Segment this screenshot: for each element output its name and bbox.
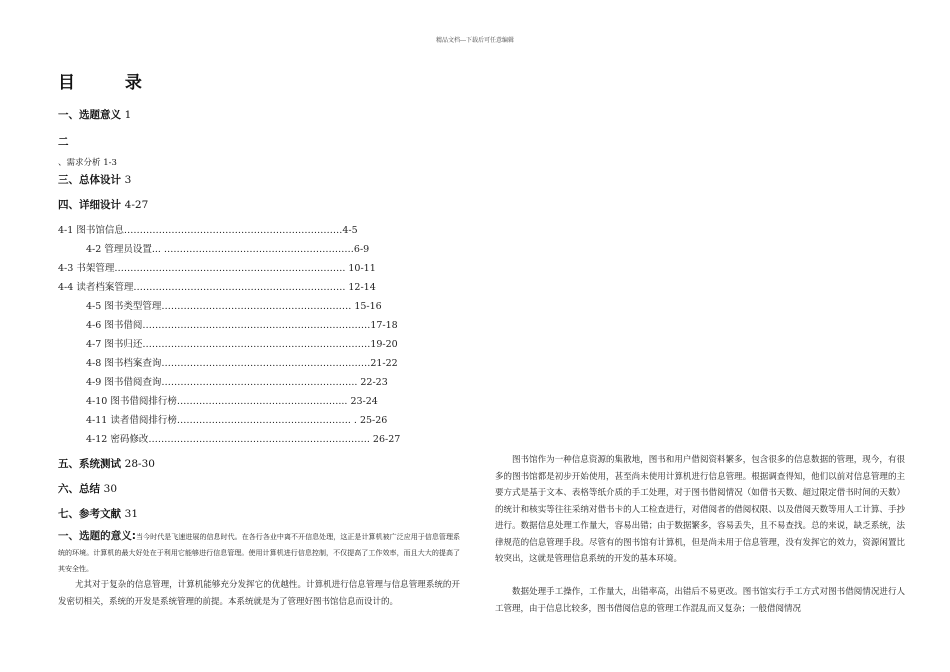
section-label: 六、总结	[58, 483, 100, 495]
intro-heading: 一、选题的意义:	[58, 530, 137, 542]
toc-entry: 4-12 密码修改……………………………………………………………. 26-27	[86, 434, 401, 445]
toc-entry: 4-4 读者档案管理…………………………………………………………. 12-14	[58, 282, 376, 293]
section-page: 31	[124, 508, 139, 520]
section-page: 1-3	[103, 158, 117, 168]
toc-entry: 4-6 图书借阅………………………………………………………………17-18	[86, 320, 398, 331]
toc-entry: 4-9 图书借阅查询…………………………………………………….. 22-23	[86, 377, 388, 388]
toc-section-5	[58, 456, 155, 471]
toc-section-2-head	[58, 134, 69, 149]
section-label: 七、参考文献	[58, 508, 121, 520]
toc-entry: 4-3 书架管理………………………………………………………………. 10-11	[58, 263, 376, 274]
toc-entry: 4-7 图书归还………………………………………………………………19-20	[86, 339, 398, 350]
section-label: 二	[58, 136, 69, 148]
toc-section-2	[58, 156, 117, 168]
toc-title: 目 录	[58, 73, 164, 93]
toc-section-1	[58, 107, 131, 122]
section-page: 28-30	[124, 458, 155, 470]
section-page: 4-27	[124, 199, 149, 211]
header-note: 精品文档---下载后可任意编辑	[435, 37, 515, 44]
toc-section-4	[58, 197, 148, 212]
section-page: 1	[124, 109, 132, 121]
toc-entry: 4-5 图书类型管理…………………………………………………… 15-16	[86, 301, 382, 312]
section-label: 三、总体设计	[58, 174, 121, 186]
intro-text: 当今时代是飞速进展的信息时代。在各行各业中离不开信息处理，这正是计算机被广泛应用于信息管理系统的环境。计算机的最大好处在于利用它能够进行信息管理。使用计算机进行信息控制，不仅提高了工作效率，而且大大的提高了其安全性。	[58, 533, 461, 573]
intro-paragraph	[58, 528, 460, 577]
body-paragraph-right-1: 图书馆作为一种信息资源的集散地，图书和用户借阅资料繁多，包含很多的信息数据的管理，现今，有很多的图书馆都是初步开始使用，甚至尚未使用计算机进行信息管理。根据调查得知，他们以前对信息管理的主要方式是基于文本、表格等纸介质的手工处理，对于图书借阅情况（如借书天数、超过限定借书时间的天数）的统计和核实等往往采纳对借书卡的人工检查进行，对借阅者的借阅权限、以及借阅天数等用人工计算、手抄进行。数据信息处理工作量大，容易出错；由于数据繁多，容易丢失，且不易查找。总的来说，缺乏系统，法律规范的信息管理手段。尽管有的图书馆有计算机，但是尚未用于信息管理，没有发挥它的效力，资源闲置比较突出，这就是管理信息系统的开发的基本环境。	[495, 455, 905, 564]
section-label: 一、选题意义	[58, 109, 121, 121]
toc-entry: 4-2 管理员设置... ……………………………………………………6-9	[86, 244, 370, 255]
toc-entry: 4-10 图书借阅排行榜……………………………………………... 23-24	[86, 396, 378, 407]
toc-section-6	[58, 481, 117, 496]
toc-entry: 4-11 读者借阅排行榜………………………………………………. . 25-26	[86, 415, 388, 426]
section-label: 五、系统测试	[58, 458, 121, 470]
body-paragraph-right-2: 数据处理手工操作，工作量大，出错率高，出错后不易更改。图书馆实行手工方式对图书借阅情况进行人工管理，由于信息比较多，图书借阅信息的管理工作混乱而又复杂；一般借阅情况	[495, 587, 905, 614]
section-label: 、需求分析	[58, 158, 101, 168]
section-label: 四、详细设计	[58, 199, 121, 211]
toc-entry: 4-8 图书档案查询…………………………………………………………21-22	[86, 358, 398, 369]
body-paragraph-left: 尤其对于复杂的信息管理，计算机能够充分发挥它的优越性。计算机进行信息管理与信息管理系统的开发密切相关，系统的开发是系统管理的前提。本系统就是为了管理好图书馆信息而设计的。	[58, 580, 460, 607]
section-page: 30	[103, 483, 118, 495]
toc-entry: 4-1 图书馆信息……………………………………………………………4-5	[58, 225, 358, 236]
toc-section-7	[58, 506, 138, 521]
toc-section-3	[58, 172, 131, 187]
section-page: 3	[124, 174, 132, 186]
